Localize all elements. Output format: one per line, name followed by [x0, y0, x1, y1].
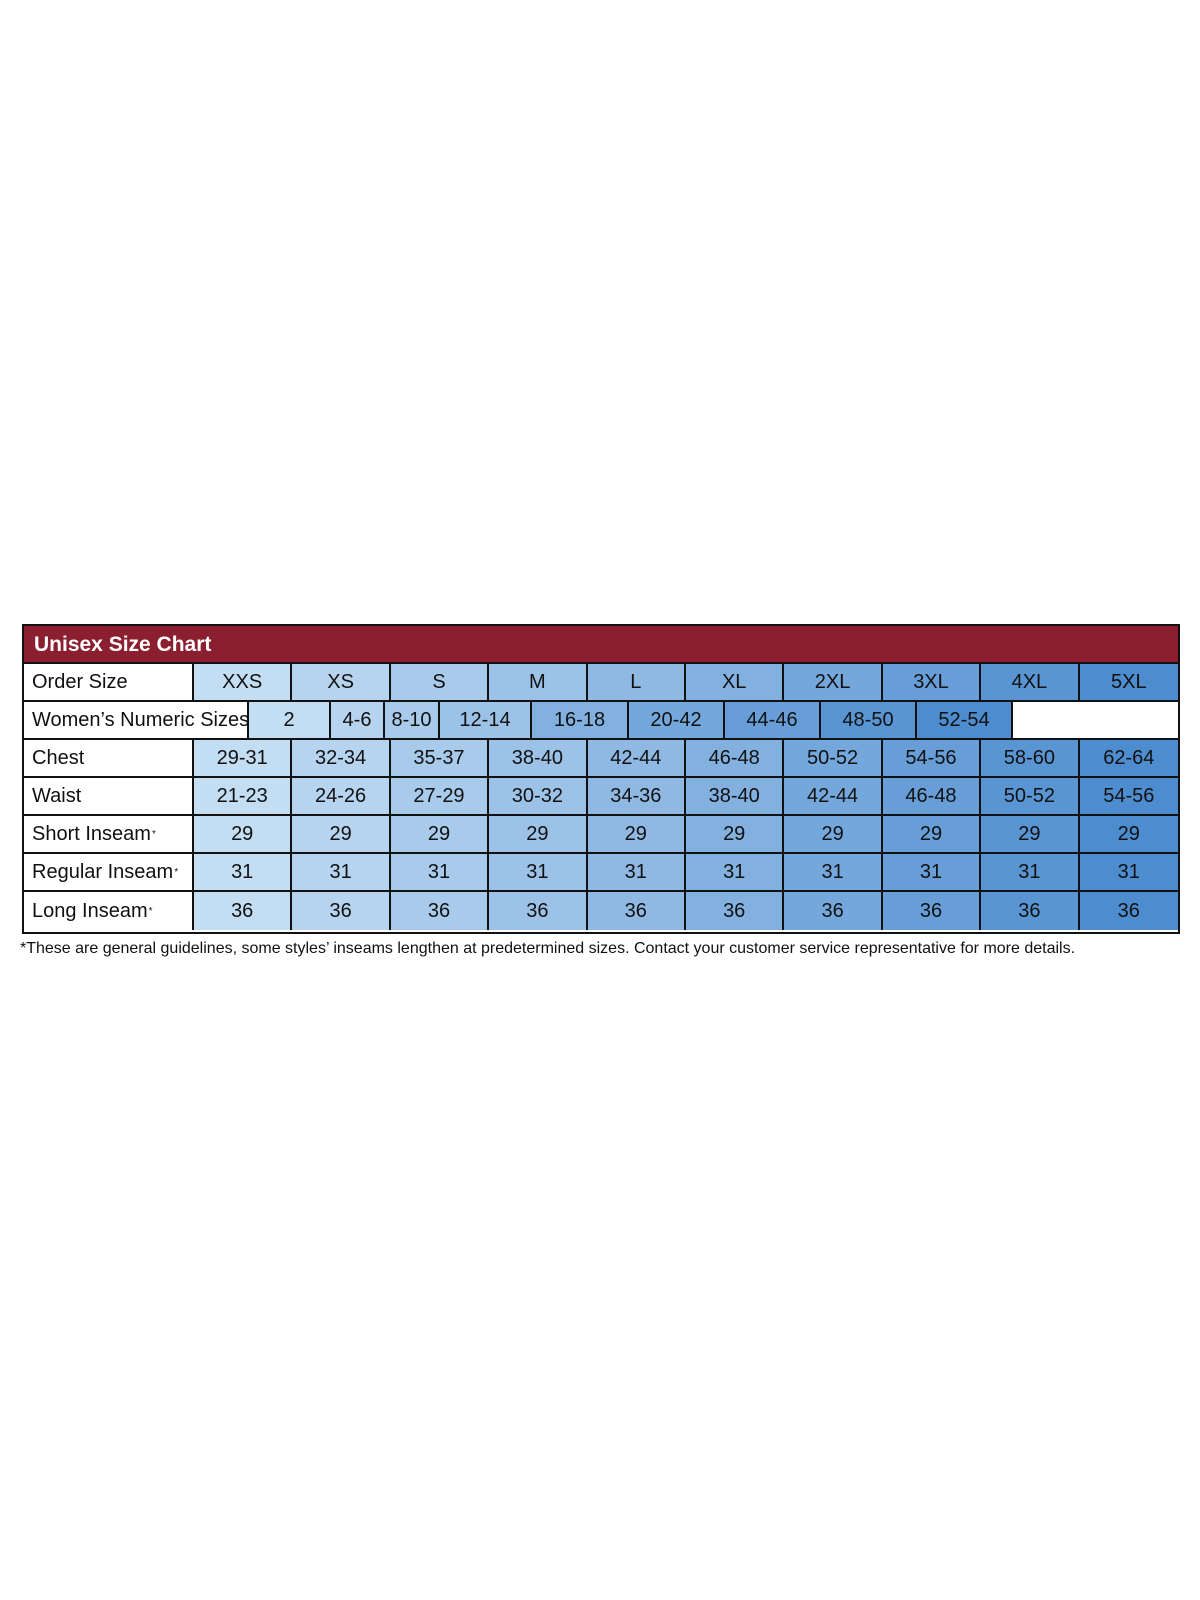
size-chart-table [22, 624, 1180, 934]
waist-cell: 42-44 [784, 778, 882, 816]
row-label-order-size [24, 664, 194, 702]
waist-cell: 34-36 [588, 778, 686, 816]
regular-inseam-cell: 31 [588, 854, 686, 892]
regular-inseam-cell: 31 [883, 854, 981, 892]
womens-size-cell: 12-14 [440, 702, 532, 740]
row-label-text: Short Inseam [32, 822, 151, 845]
order-size-cell: XL [686, 664, 784, 702]
waist-cell: 30-32 [489, 778, 587, 816]
waist-cell: 24-26 [292, 778, 390, 816]
waist-cell: 38-40 [686, 778, 784, 816]
long-inseam-cell: 36 [391, 892, 489, 930]
row-label-text: Waist [32, 784, 82, 807]
womens-size-cell: 52-54 [917, 702, 1013, 740]
order-size-cell: 4XL [981, 664, 1079, 702]
row-label-text: Regular Inseam [32, 860, 174, 883]
regular-inseam-cell: 31 [391, 854, 489, 892]
footnote-mark: * [174, 866, 179, 878]
row-label-text: Order Size [32, 670, 128, 693]
long-inseam-cell: 36 [292, 892, 390, 930]
long-inseam-cell: 36 [1080, 892, 1178, 930]
chest-cell: 29-31 [194, 740, 292, 778]
chest-cell: 38-40 [489, 740, 587, 778]
chest-cell: 42-44 [588, 740, 686, 778]
row-label-long-inseam [24, 892, 194, 930]
short-inseam-cell: 29 [686, 816, 784, 854]
order-size-cell: XXS [194, 664, 292, 702]
regular-inseam-cell: 31 [194, 854, 292, 892]
waist-cell: 50-52 [981, 778, 1079, 816]
empty-cell [1013, 702, 1178, 740]
long-inseam-cell: 36 [686, 892, 784, 930]
short-inseam-cell: 29 [194, 816, 292, 854]
waist-cell: 54-56 [1080, 778, 1178, 816]
short-inseam-cell: 29 [489, 816, 587, 854]
womens-size-cell: 48-50 [821, 702, 917, 740]
order-size-cell: M [489, 664, 587, 702]
long-inseam-cell: 36 [194, 892, 292, 930]
regular-inseam-cell: 31 [489, 854, 587, 892]
womens-size-cell: 2 [249, 702, 331, 740]
short-inseam-cell: 29 [292, 816, 390, 854]
long-inseam-cell: 36 [489, 892, 587, 930]
long-inseam-cell: 36 [784, 892, 882, 930]
regular-inseam-cell: 31 [1080, 854, 1178, 892]
chest-cell: 46-48 [686, 740, 784, 778]
regular-inseam-cell: 31 [784, 854, 882, 892]
short-inseam-cell: 29 [1080, 816, 1178, 854]
regular-inseam-cell: 31 [292, 854, 390, 892]
chest-cell: 50-52 [784, 740, 882, 778]
short-inseam-cell: 29 [588, 816, 686, 854]
row-label-text: Long Inseam [32, 899, 148, 922]
womens-size-cell: 4-6 [331, 702, 385, 740]
chest-cell: 58-60 [981, 740, 1079, 778]
regular-inseam-cell: 31 [981, 854, 1079, 892]
row-label-chest [24, 740, 194, 778]
row-label-womens-numeric [24, 702, 249, 740]
womens-size-cell: 20-42 [629, 702, 725, 740]
regular-inseam-cell: 31 [686, 854, 784, 892]
chest-cell: 62-64 [1080, 740, 1178, 778]
order-size-cell: S [391, 664, 489, 702]
waist-cell: 21-23 [194, 778, 292, 816]
waist-cell: 27-29 [391, 778, 489, 816]
row-label-waist [24, 778, 194, 816]
order-size-cell: 5XL [1080, 664, 1178, 702]
order-size-cell: L [588, 664, 686, 702]
footnote: *These are general guidelines, some styles’ inseams lengthen at predetermined sizes. Contact your customer service representative for more details. [20, 940, 1076, 957]
chest-cell: 32-34 [292, 740, 390, 778]
footnote-mark: * [148, 905, 153, 917]
long-inseam-cell: 36 [883, 892, 981, 930]
short-inseam-cell: 29 [883, 816, 981, 854]
row-label-text: Women’s Numeric Sizes [32, 708, 250, 731]
short-inseam-cell: 29 [981, 816, 1079, 854]
long-inseam-cell: 36 [981, 892, 1079, 930]
womens-size-cell: 44-46 [725, 702, 821, 740]
short-inseam-cell: 29 [391, 816, 489, 854]
order-size-cell: 2XL [784, 664, 882, 702]
chest-cell: 35-37 [391, 740, 489, 778]
footnote-mark: * [151, 828, 156, 840]
long-inseam-cell: 36 [588, 892, 686, 930]
chest-cell: 54-56 [883, 740, 981, 778]
waist-cell: 46-48 [883, 778, 981, 816]
chart-title: Unisex Size Chart [24, 626, 1178, 664]
row-label-short-inseam [24, 816, 194, 854]
order-size-cell: XS [292, 664, 390, 702]
row-label-text: Chest [32, 746, 85, 769]
womens-size-cell: 8-10 [385, 702, 440, 740]
womens-size-cell: 16-18 [532, 702, 629, 740]
short-inseam-cell: 29 [784, 816, 882, 854]
order-size-cell: 3XL [883, 664, 981, 702]
row-label-regular-inseam [24, 854, 194, 892]
